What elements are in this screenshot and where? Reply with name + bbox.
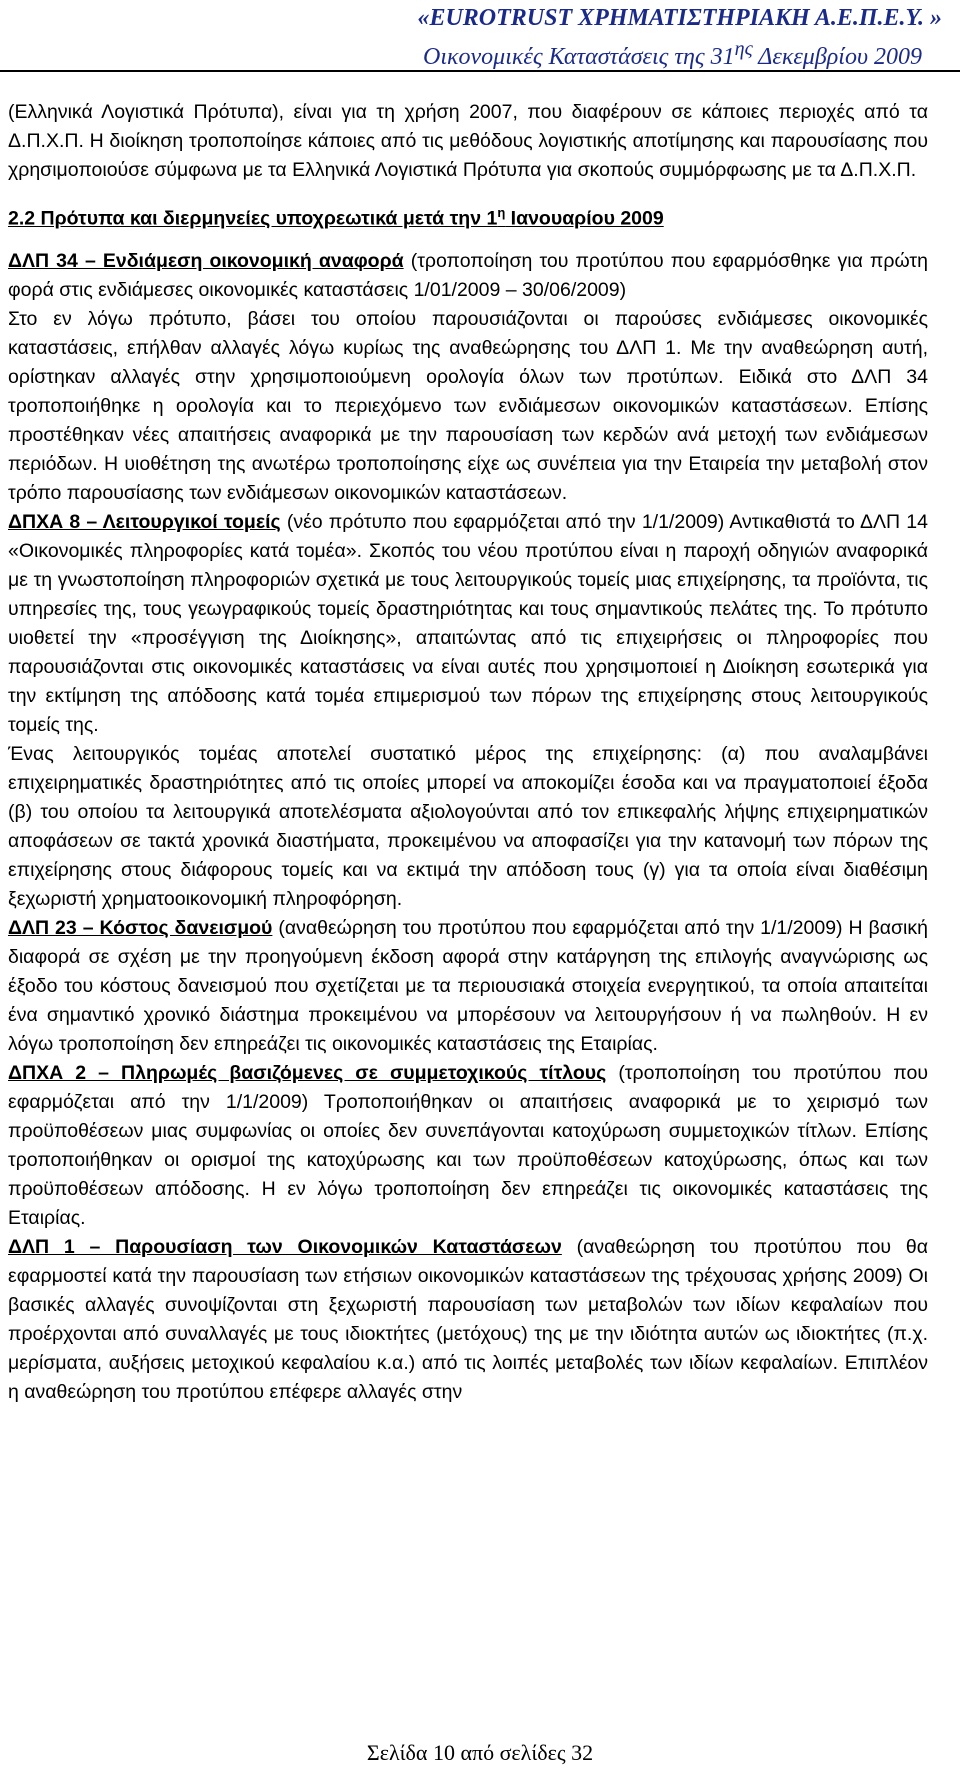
- subtitle-post: Δεκεμβρίου 2009: [752, 44, 922, 70]
- dlp23-title: ΔΛΠ 23 – Κόστος δανεισμού: [8, 916, 273, 939]
- intro-paragraph: (Ελληνικά Λογιστικά Πρότυπα), είναι για τη χρήση 2007, που διαφέρουν σε κάποιες περιοχές από τα Δ.Π.Χ.Π. Η διοίκηση τροποποίησε κάποιες από τις μεθόδους λογιστικής αποτίμησης και παρουσίασης που χρησιμοποιούσε σύμφωνα με τα Ελληνικά Λογιστικά Πρότυπα για σκοπούς συμμόρφωσης με τα Δ.Π.Χ.Π.: [8, 101, 928, 181]
- section-heading: [8, 198, 928, 234]
- dpxa2-text: (τροποποίηση του προτύπου που εφαρμόζεται από την 1/1/2009) Τροποποιήθηκαν οι απαιτήσεις αναφορικά με το χειρισμό των προϋποθέσεων μιας συμφωνίας οι οποίες δεν συνεπάγονται κατοχύρωση συμμετοχικών τίτλων. Επίσης τροποποιήθηκαν οι ορισμοί της κατοχύρωσης και των προϋποθέσεων κατοχύρωσης, όπως και των προϋποθέσεων απόδοσης. Η εν λόγω τροποποίηση δεν επηρεάζει τις οικονομικές καταστάσεις της Εταιρίας.: [8, 1061, 928, 1229]
- dlp23-paragraph: [8, 914, 928, 1059]
- company-name: «EUROTRUST ΧΡΗΜΑΤΙΣΤΗΡΙΑΚΗ Α.Ε.Π.Ε.Υ. »: [417, 5, 942, 31]
- section-heading-post: Ιανουαρίου 2009: [505, 207, 664, 230]
- section-heading-pre: 2.2 Πρότυπα και διερμηνείες υποχρεωτικά μετά την 1: [8, 207, 498, 230]
- dlp34-title: ΔΛΠ 34 – Ενδιάμεση οικονομική αναφορά: [8, 249, 404, 272]
- dpxa2-title: ΔΠΧΑ 2 – Πληρωμές βασιζόμενες σε συμμετοχικούς τίτλους: [8, 1061, 607, 1084]
- dlp34-body: Στο εν λόγω πρότυπο, βάσει του οποίου παρουσιάζονται οι παρούσες ενδιάμεσες οικονομικές καταστάσεις, επήλθαν αλλαγές λόγω κυρίως της αναθεώρησης του ΔΛΠ 1. Με την αναθεώρηση αυτή, ορίστηκαν αλλαγές στην χρησιμοποιούμενη ορολογία όλων των προτύπων. Ειδικά στο ΔΛΠ 34 τροποποιήθηκε η ορολογία και το περιεχόμενο των ενδιάμεσων οικονομικών καταστάσεων. Επίσης προστέθηκαν νέες απαιτήσεις αναφορικά με την παρουσίαση των κερδών ανά μετοχή των ενδιάμεσων περιόδων. Η υιοθέτηση της ανωτέρω τροποποίησης είχε ως συνέπεια για την Εταιρεία την μεταβολή στον τρόπο παρουσίασης των ενδιάμεσων οικονομικών καταστάσεων.: [8, 307, 928, 504]
- subtitle-pre: Οικονομικές Καταστάσεις της 31: [422, 44, 735, 70]
- dlp23-text: (αναθεώρηση του προτύπου που εφαρμόζεται από την 1/1/2009) Η βασική διαφορά σε σχέση με την προηγούμενη έκδοση αφορά στην κατάργηση της επιλογής αναγνώρισης ως έξοδο του κόστους δανεισμού που σχετίζεται με τα περιουσιακά στοιχεία ενεργητικού, τα οποία απαιτείται ένα σημαντικό χρονικό διάστημα προκειμένου να μπορέσουν να λειτουργήσουν ή να πωληθούν. Η εν λόγω τροποποίηση δεν επηρεάζει τις οικονομικές καταστάσεις της Εταιρίας.: [8, 916, 928, 1055]
- dpxa2-paragraph: [8, 1059, 928, 1233]
- dpxa8-body: Ένας λειτουργικός τομέας αποτελεί συστατικό μέρος της επιχείρησης: (α) που αναλαμβάνει επιχειρηματικές δραστηριότητες από τις οποίες μπορεί να αποκομίζει έσοδα και να πραγματοποιεί έξοδα (β) του οποίου τα λειτουργικά αποτελέσματα αξιολογούνται από τον επικεφαλής λήψης επιχειρηματικών αποφάσεων σε τακτά χρονικά διαστήματα, προκειμένου να αποφασίζει για την κατανομή των πόρων της επιχείρησης στους διάφορους τομείς και να εκτιμά την απόδοση τους (γ) για τα οποία είναι διαθέσιμη ξεχωριστή χρηματοοικονομική πληροφόρηση.: [8, 742, 928, 910]
- dlp1-paragraph: [8, 1233, 928, 1407]
- document-body: [8, 98, 928, 1407]
- header-divider: [0, 70, 960, 72]
- dlp1-title: ΔΛΠ 1 – Παρουσίαση των Οικονομικών Καταστάσεων: [8, 1235, 562, 1258]
- page-number: Σελίδα 10 από σελίδες 32: [366, 1740, 594, 1765]
- page-header: [0, 2, 960, 72]
- dlp1-text: (αναθεώρηση του προτύπου που θα εφαρμοστεί κατά την παρουσίαση των ετήσιων οικονομικών καταστάσεων της τρέχουσας χρήσης 2009) Οι βασικές αλλαγές συνοψίζονται στη ξεχωριστή παρουσίαση των μεταβολών των ιδίων κεφαλαίων που προέρχονται από συναλλαγές με τους ιδιοκτήτες (μετόχους) της με την ιδιότητα αυτών ως ιδιοκτήτες (π.χ. μερίσματα, αυξήσεις μετοχικού κεφαλαίου κ.α.) από τις λοιπές μεταβολές των ιδίων κεφαλαίων. Επιπλέον η αναθεώρηση του προτύπου επέφερε αλλαγές στην: [8, 1235, 928, 1403]
- subtitle-sup: ης: [734, 38, 753, 60]
- dlp34-paragraph: [8, 247, 928, 305]
- document-subtitle: [0, 34, 922, 72]
- dpxa8-title: ΔΠΧΑ 8 – Λειτουργικοί τομείς: [8, 510, 281, 533]
- section-heading-sup: η: [497, 205, 506, 220]
- dpxa8-paragraph: [8, 508, 928, 740]
- dpxa8-text: (νέο πρότυπο που εφαρμόζεται από την 1/1/2009) Αντικαθιστά το ΔΛΠ 14 «Οικονομικές πληροφορίες κατά τομέα». Σκοπός του νέου προτύπου είναι η παροχή οδηγιών αναφορικά με τη γνωστοποίηση πληροφοριών σχετικά με τους λειτουργικούς τομείς μιας επιχείρησης, τα προϊόντα, τις υπηρεσίες της, τους γεωγραφικούς τομείς δραστηριότητας και τους σημαντικούς πελάτες της. Το πρότυπο υιοθετεί την «προσέγγιση της Διοίκησης», απαιτώντας από τις επιχειρήσεις οι πληροφορίες που παρουσιάζονται στις οικονομικές καταστάσεις να είναι αυτές που χρησιμοποιεί η Διοίκηση εσωτερικά για την εκτίμηση της απόδοσης κατά τομέα επιμερισμού των πόρων της επιχείρησης στους λειτουργικούς τομείς της.: [8, 510, 928, 736]
- dlp34-text: (τροποποίηση του προτύπου που εφαρμόσθηκε για πρώτη φορά στις ενδιάμεσες οικονομικές καταστάσεις 1/01/2009 – 30/06/2009): [8, 249, 928, 301]
